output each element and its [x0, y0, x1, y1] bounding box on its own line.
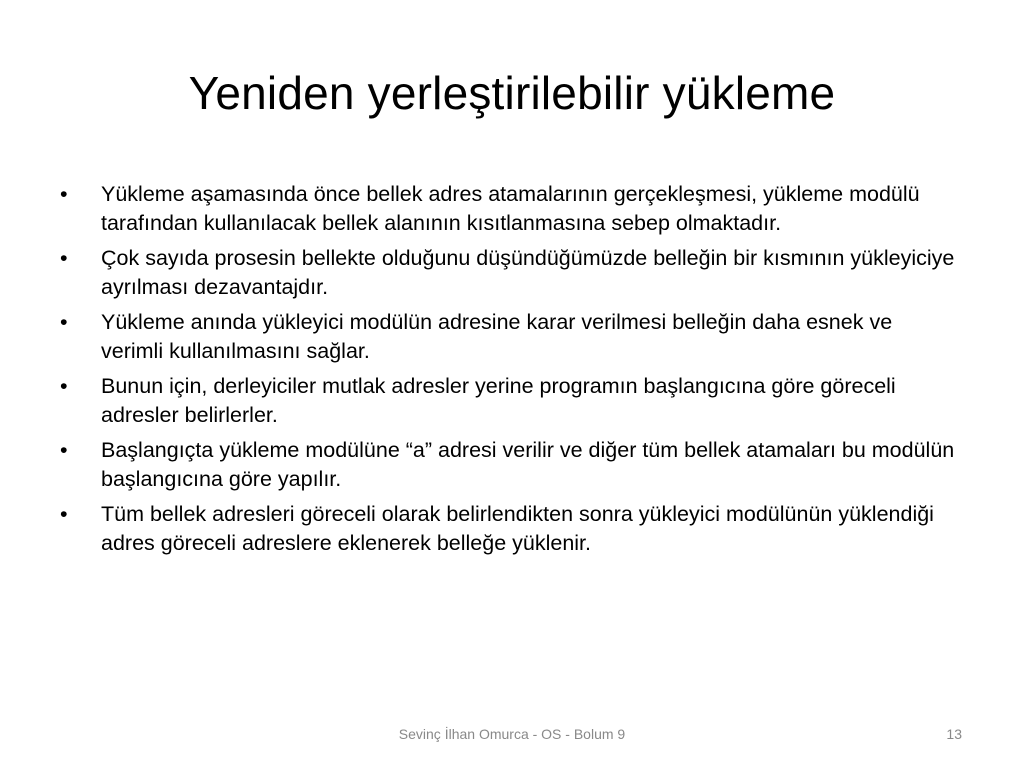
bullet-list [60, 180, 960, 564]
bullet-item [60, 436, 960, 494]
bullet-text: Başlangıçta yükleme modülüne “a” adresi verilir ve diğer tüm bellek atamaları bu modülün başlangıcına göre yapılır. [101, 438, 955, 491]
slide-footer [0, 724, 1024, 744]
bullet-icon: • [60, 502, 68, 526]
bullet-item [60, 244, 960, 302]
page-number: 13 [946, 726, 962, 742]
bullet-text: Bunun için, derleyiciler mutlak adresler yerine programın başlangıcına göre göreceli adresler belirlerler. [101, 374, 896, 427]
bullet-item [60, 500, 960, 558]
slide-title: Yeniden yerleştirilebilir yükleme [188, 67, 836, 119]
bullet-item [60, 372, 960, 430]
footer-text: Sevinç İlhan Omurca - OS - Bolum 9 [398, 726, 626, 742]
bullet-icon: • [60, 182, 68, 206]
bullet-icon: • [60, 246, 68, 270]
bullet-item [60, 308, 960, 366]
bullet-text: Çok sayıda prosesin bellekte olduğunu düşündüğümüzde belleğin bir kısmının yükleyiciye ayrılması dezavantajdır. [101, 246, 955, 299]
bullet-text: Yükleme aşamasında önce bellek adres atamalarının gerçekleşmesi, yükleme modülü tarafından kullanılacak bellek alanının kısıtlanmasına sebep olmaktadır. [101, 182, 920, 235]
bullet-text: Yükleme anında yükleyici modülün adresine karar verilmesi belleğin daha esnek ve verimli kullanılmasını sağlar. [101, 310, 893, 363]
bullet-text: Tüm bellek adresleri göreceli olarak belirlendikten sonra yükleyici modülünün yüklendiği adres göreceli adreslere eklenerek belleğe yüklenir. [101, 502, 934, 555]
bullet-item [60, 180, 960, 238]
bullet-icon: • [60, 438, 68, 462]
bullet-icon: • [60, 374, 68, 398]
bullet-icon: • [60, 310, 68, 334]
